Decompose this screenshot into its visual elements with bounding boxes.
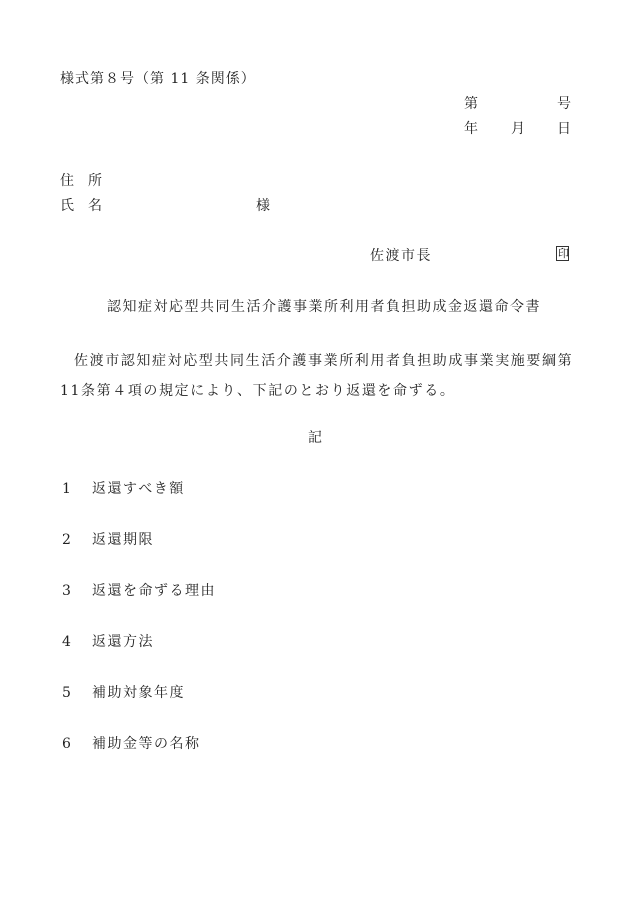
item-number: 4 <box>62 634 73 650</box>
item-label: 返還すべき額 <box>92 481 185 497</box>
item-label: 補助金等の名称 <box>92 736 201 752</box>
body-text <box>60 346 580 406</box>
honorific: 様 <box>256 198 271 214</box>
name-label: 氏 名 <box>60 198 102 214</box>
item-label: 補助対象年度 <box>92 685 185 701</box>
date-day: 日 <box>557 121 572 137</box>
address-label: 住 所 <box>60 173 102 189</box>
item-number: 5 <box>62 685 73 701</box>
date-year: 年 <box>464 121 479 137</box>
list-item <box>62 482 185 496</box>
item-number: 1 <box>62 481 73 497</box>
list-item <box>62 635 154 649</box>
item-label: 返還を命ずる理由 <box>92 583 216 599</box>
issuer-title: 佐渡市長 <box>370 248 432 264</box>
item-number: 6 <box>62 736 73 752</box>
ki-label: 記 <box>308 430 323 446</box>
doc-number-suffix: 号 <box>557 96 572 112</box>
form-number: 様式第８号（第 11 条関係） <box>60 71 256 87</box>
item-number: 3 <box>62 583 73 599</box>
doc-number-prefix: 第 <box>464 96 479 112</box>
list-item <box>62 737 201 751</box>
item-number: 2 <box>62 532 73 548</box>
seal-char: 印 <box>558 247 569 260</box>
seal-mark <box>556 246 569 261</box>
body-line-2: 11条第４項の規定により、下記のとおり返還を命ずる。 <box>60 383 456 399</box>
date-month: 月 <box>511 121 526 137</box>
list-item <box>62 533 154 547</box>
item-label: 返還期限 <box>92 532 154 548</box>
item-label: 返還方法 <box>92 634 154 650</box>
list-item <box>62 584 216 598</box>
document-title: 認知症対応型共同生活介護事業所利用者負担助成金返還命令書 <box>107 299 541 315</box>
body-line-1: 佐渡市認知症対応型共同生活介護事業所利用者負担助成事業実施要綱第 <box>74 353 574 369</box>
list-item <box>62 686 185 700</box>
